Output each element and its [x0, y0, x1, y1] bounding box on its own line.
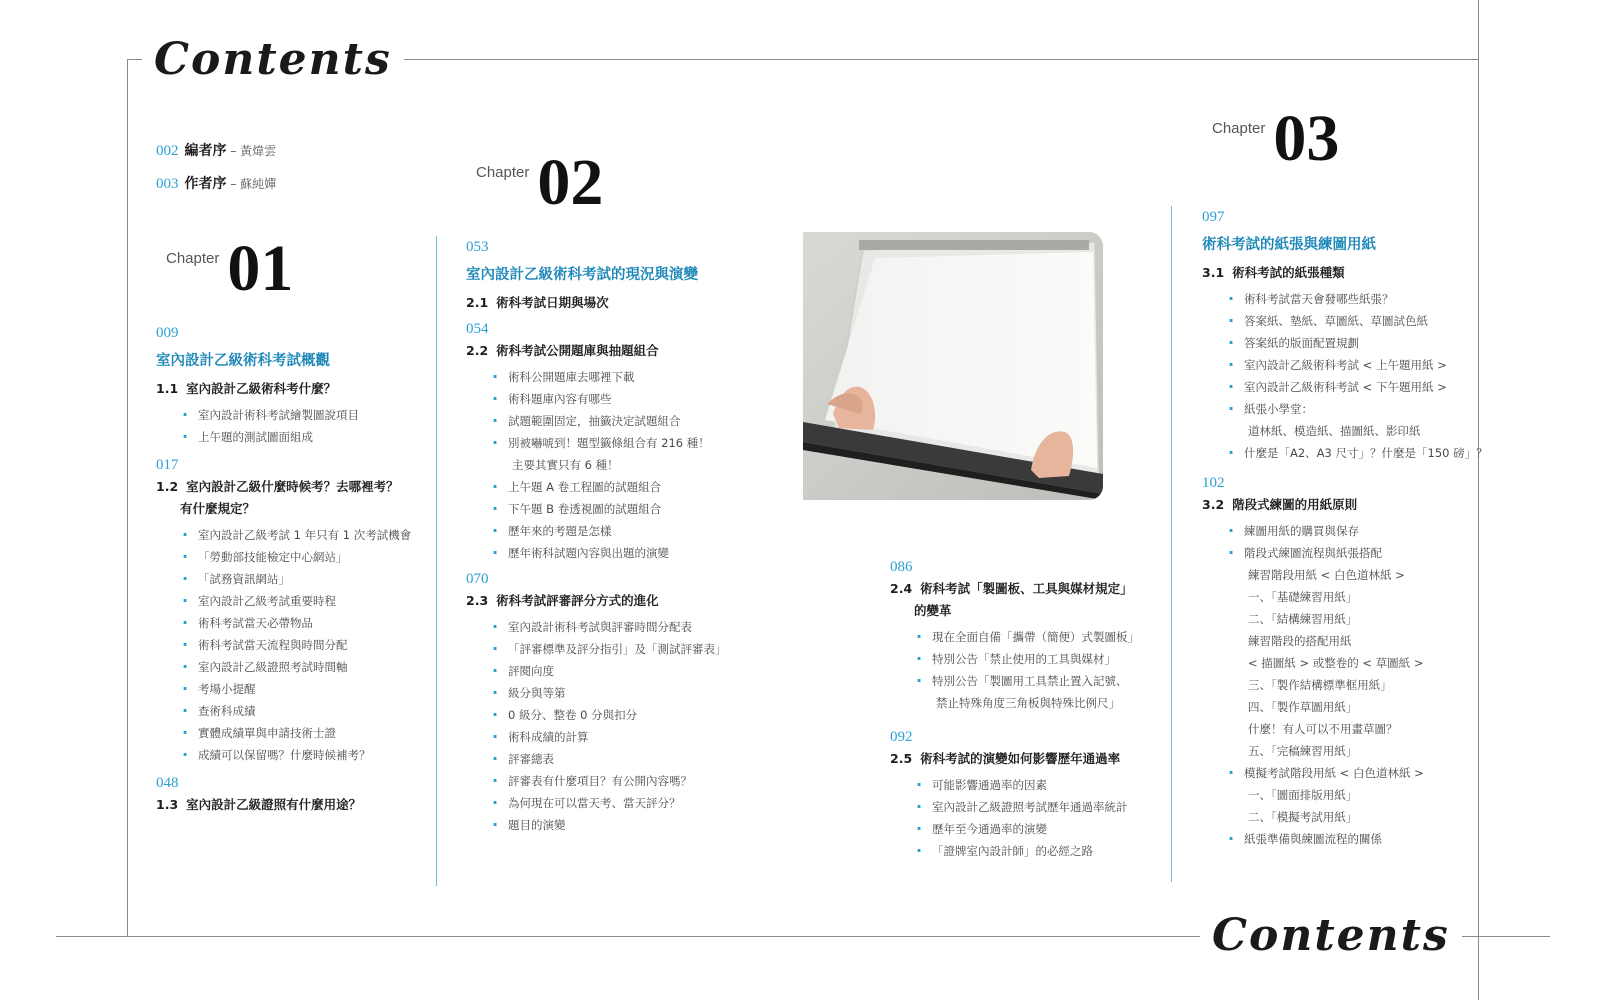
page-number: 092	[890, 729, 913, 745]
topic-item[interactable]: 二、「結構練習用紙」	[1248, 612, 1358, 626]
section-title: 術科考試的紙張種類	[1232, 265, 1345, 280]
preface-author-section[interactable]	[156, 173, 276, 193]
preface-dash: –	[226, 177, 241, 191]
topic-item[interactable]: · 上午題 A 卷工程圖的試題組合	[466, 476, 766, 498]
topic-item[interactable]: · 評審總表	[466, 748, 766, 770]
section-heading[interactable]	[156, 794, 426, 816]
toc-block	[156, 454, 426, 766]
chapter-03-heading	[1212, 102, 1340, 175]
topic-item[interactable]: · 術科題庫內容有哪些	[466, 388, 766, 410]
section-title: 術科考試公開題庫與抽題組合	[496, 343, 659, 358]
topic-list	[156, 404, 426, 448]
section-heading[interactable]	[1202, 262, 1492, 284]
section-heading[interactable]	[466, 590, 766, 612]
topic-item[interactable]: · 實體成績單與申請技術士證	[156, 722, 426, 744]
chapter-02-column	[466, 236, 766, 836]
page-number: 053	[466, 239, 489, 255]
page-number: 070	[466, 571, 489, 587]
section-title: 室內設計乙級術科考什麼？	[186, 381, 337, 396]
section-title: 階段式練圖的用紙原則	[1232, 497, 1358, 512]
topic-list	[466, 366, 766, 564]
toc-block	[466, 236, 766, 314]
topic-item[interactable]: · 室內設計乙級術科考試 < 下午題用紙 >	[1202, 376, 1492, 398]
topic-item[interactable]: · 室內設計乙級術科考試 < 上午題用紙 >	[1202, 354, 1492, 376]
toc-block	[1202, 472, 1492, 850]
topic-item[interactable]: · 歷年至今通過率的演變	[890, 818, 1170, 840]
section-heading[interactable]	[890, 748, 1170, 770]
topic-item[interactable]: · 「試務資訊網站」	[156, 568, 426, 590]
topic-item[interactable]: 二、「模擬考試用紙」	[1248, 810, 1358, 824]
toc-block	[890, 726, 1170, 862]
topic-item[interactable]: · 術科考試當天流程與時間分配	[156, 634, 426, 656]
topic-item[interactable]: 三、「製作結構標準框用紙」	[1248, 678, 1392, 692]
topic-item[interactable]: · 紙張準備與練圖流程的關係	[1202, 828, 1492, 850]
chapter-label: Chapter	[1212, 120, 1266, 137]
topic-item[interactable]: 五、「完稿練習用紙」	[1248, 744, 1358, 758]
topic-item[interactable]: · 歷年術科試題內容與出題的演變	[466, 542, 766, 564]
toc-block	[156, 322, 426, 448]
section-number: 1.2	[156, 479, 179, 494]
topic-item[interactable]: · 答案紙的版面配置規劃	[1202, 332, 1492, 354]
topic-item[interactable]: · 查術科成績	[156, 700, 426, 722]
topic-item[interactable]: · 階段式練圖流程與紙張搭配	[1202, 542, 1492, 564]
topic-item[interactable]: · 答案紙、墊紙、草圖紙、草圖試色紙	[1202, 310, 1492, 332]
topic-item[interactable]: · 室內設計術科考試繪製圖說項目	[156, 404, 426, 426]
frame-left-line	[127, 59, 128, 937]
topic-item[interactable]: 一、「基礎練習用紙」	[1248, 590, 1358, 604]
topic-item[interactable]: 禁止特殊角度三角板與特殊比例尺」	[936, 696, 1120, 710]
column-separator	[436, 236, 437, 886]
topic-item[interactable]: · 練圖用紙的購買與保存	[1202, 520, 1492, 542]
topic-item[interactable]: · 題目的演變	[466, 814, 766, 836]
page-number: 003	[156, 176, 179, 192]
topic-item[interactable]: · 術科考試當天會發哪些紙張？	[1202, 288, 1492, 310]
topic-item[interactable]: · 室內設計乙級考試 1 年只有 1 次考試機會	[156, 524, 426, 546]
topic-list	[1202, 288, 1492, 464]
chapter-label: Chapter	[476, 164, 530, 181]
topic-item[interactable]: 練習階段的搭配用紙	[1248, 634, 1352, 648]
topic-list	[156, 524, 426, 766]
chapter-label: Chapter	[166, 250, 220, 267]
topic-item[interactable]: · 「評審標準及評分指引」及「測試評審表」	[466, 638, 766, 660]
chapter-number: 01	[227, 232, 294, 305]
topic-item[interactable]: · 「勞動部技能檢定中心網站」	[156, 546, 426, 568]
section-number: 2.5	[890, 751, 913, 766]
page-number: 017	[156, 457, 179, 473]
topic-item[interactable]: · 級分與等第	[466, 682, 766, 704]
chapter-02-continued-column	[890, 556, 1170, 862]
toc-block	[1202, 206, 1492, 464]
topic-item[interactable]: · 紙張小學堂：	[1202, 398, 1492, 420]
page-number: 102	[1202, 475, 1225, 491]
chapter-01-column	[156, 322, 426, 816]
preface-editor[interactable]	[156, 140, 276, 160]
page-number: 048	[156, 775, 179, 791]
section-title: 術科考試的演變如何影響歷年通過率	[920, 751, 1121, 766]
page-number: 086	[890, 559, 913, 575]
contents-heading-top: Contents	[142, 38, 404, 82]
section-title-continued: 有什麼規定？	[180, 501, 256, 516]
section-number: 3.2	[1202, 497, 1225, 512]
section-number: 2.1	[466, 295, 489, 310]
toc-block	[156, 772, 426, 816]
topic-item[interactable]: · 為何現在可以當天考、當天評分？	[466, 792, 766, 814]
section-heading[interactable]	[156, 378, 426, 400]
preface-title: 編者序	[184, 143, 227, 159]
preface-author: 蘇純嬋	[240, 177, 277, 191]
topic-item[interactable]: · 成績可以保留嗎？什麼時候補考？	[156, 744, 426, 766]
topic-item[interactable]: · 評審表有什麼項目？有公開內容嗎？	[466, 770, 766, 792]
topic-item[interactable]: · 現在全面自備「攜帶（簡便）式製圖板」	[890, 626, 1170, 648]
section-heading[interactable]	[890, 578, 1170, 600]
drafting-board-image	[803, 232, 1103, 500]
section-number: 1.3	[156, 797, 179, 812]
topic-item[interactable]: 主要其實只有 6 種！	[512, 458, 619, 472]
topic-item[interactable]: · 特別公告「製圖用工具禁止置入記號、	[890, 670, 1170, 692]
topic-list	[466, 616, 766, 836]
chapter-title[interactable]: 室內設計乙級術科考試的現況與演變	[466, 267, 698, 283]
topic-item[interactable]: 四、「製作草圖用紙」	[1248, 700, 1358, 714]
page-number: 002	[156, 143, 179, 159]
topic-item[interactable]: · 試題範圍固定，抽籤決定試題組合	[466, 410, 766, 432]
preface-dash: –	[226, 144, 241, 158]
section-heading[interactable]	[156, 476, 426, 498]
chapter-02-heading	[476, 146, 604, 219]
topic-item[interactable]: · 術科公開題庫去哪裡下載	[466, 366, 766, 388]
topic-list	[890, 774, 1170, 862]
topic-item[interactable]: · 別被嚇唬到！題型籤條組合有 216 種！	[466, 432, 766, 454]
chapter-title[interactable]: 術科考試的紙張與練圖用紙	[1202, 237, 1376, 253]
topic-list	[890, 626, 1170, 714]
chapter-03-column	[1202, 206, 1492, 850]
chapter-01-heading	[166, 232, 294, 305]
topic-item[interactable]: 什麼！有人可以不用畫草圖？	[1248, 722, 1398, 736]
topic-item[interactable]: · 室內設計乙級考試重要時程	[156, 590, 426, 612]
section-heading[interactable]	[466, 292, 766, 314]
chapter-title[interactable]: 室內設計乙級術科考試概觀	[156, 353, 330, 369]
topic-item[interactable]: · 歷年來的考題是怎樣	[466, 520, 766, 542]
topic-item[interactable]: < 描圖紙 > 或整卷的 < 草圖紙 >	[1248, 656, 1424, 670]
section-title: 室內設計乙級證照有什麼用途？	[186, 797, 362, 812]
section-number: 2.3	[466, 593, 489, 608]
topic-item[interactable]: 一、「圖面排版用紙」	[1248, 788, 1358, 802]
toc-block	[466, 568, 766, 836]
section-title: 術科考試「製圖板、工具與媒材規定」	[920, 581, 1133, 596]
topic-item[interactable]: · 室內設計術科考試與評審時間分配表	[466, 616, 766, 638]
section-number: 1.1	[156, 381, 179, 396]
preface-author: 黃煒雲	[240, 144, 277, 158]
section-title: 術科考試評審評分方式的進化	[496, 593, 659, 608]
chapter-number: 02	[537, 146, 604, 219]
section-heading[interactable]	[466, 340, 766, 362]
topic-item[interactable]: · 0 級分、整卷 0 分與扣分	[466, 704, 766, 726]
topic-item[interactable]: · 上午題的測試圖面組成	[156, 426, 426, 448]
section-heading[interactable]	[1202, 494, 1492, 516]
topic-item[interactable]: · 術科考試當天必帶物品	[156, 612, 426, 634]
toc-block	[890, 556, 1170, 714]
contents-heading-bottom: Contents	[1200, 914, 1462, 958]
section-title: 術科考試日期與場次	[496, 295, 609, 310]
section-title-continued: 的變革	[914, 603, 952, 618]
topic-item[interactable]: · 室內設計乙級證照考試時間軸	[156, 656, 426, 678]
topic-item[interactable]: · 特別公告「禁止使用的工具與媒材」	[890, 648, 1170, 670]
section-number: 2.2	[466, 343, 489, 358]
section-number: 3.1	[1202, 265, 1225, 280]
topic-item[interactable]: · 「證牌室內設計師」的必經之路	[890, 840, 1170, 862]
topic-item[interactable]: 練習階段用紙 < 白色道林紙 >	[1248, 568, 1405, 582]
section-number: 2.4	[890, 581, 913, 596]
topic-item[interactable]: · 評閱向度	[466, 660, 766, 682]
page-number: 009	[156, 325, 179, 341]
topic-list	[1202, 520, 1492, 850]
topic-item[interactable]: · 室內設計乙級證照考試歷年通過率統計	[890, 796, 1170, 818]
page-number: 097	[1202, 209, 1225, 225]
column-separator	[1171, 206, 1172, 882]
topic-item[interactable]: · 模擬考試階段用紙 < 白色道林紙 >	[1202, 762, 1492, 784]
topic-item[interactable]: · 可能影響通過率的因素	[890, 774, 1170, 796]
topic-item[interactable]: 道林紙、模造紙、描圖紙、影印紙	[1248, 424, 1421, 438]
toc-block	[466, 318, 766, 564]
chapter-number: 03	[1273, 102, 1340, 175]
page-number: 054	[466, 321, 489, 337]
section-title: 室內設計乙級什麼時候考？去哪裡考？	[186, 479, 399, 494]
topic-item[interactable]: · 術科成績的計算	[466, 726, 766, 748]
preface-title: 作者序	[184, 176, 227, 192]
topic-item[interactable]: · 考場小提醒	[156, 678, 426, 700]
topic-item[interactable]: · 什麼是「A2、A3 尺寸」？什麼是「150 磅」？	[1202, 442, 1492, 464]
drafting-board-photo	[803, 232, 1103, 500]
topic-item[interactable]: · 下午題 B 卷透視圖的試題組合	[466, 498, 766, 520]
